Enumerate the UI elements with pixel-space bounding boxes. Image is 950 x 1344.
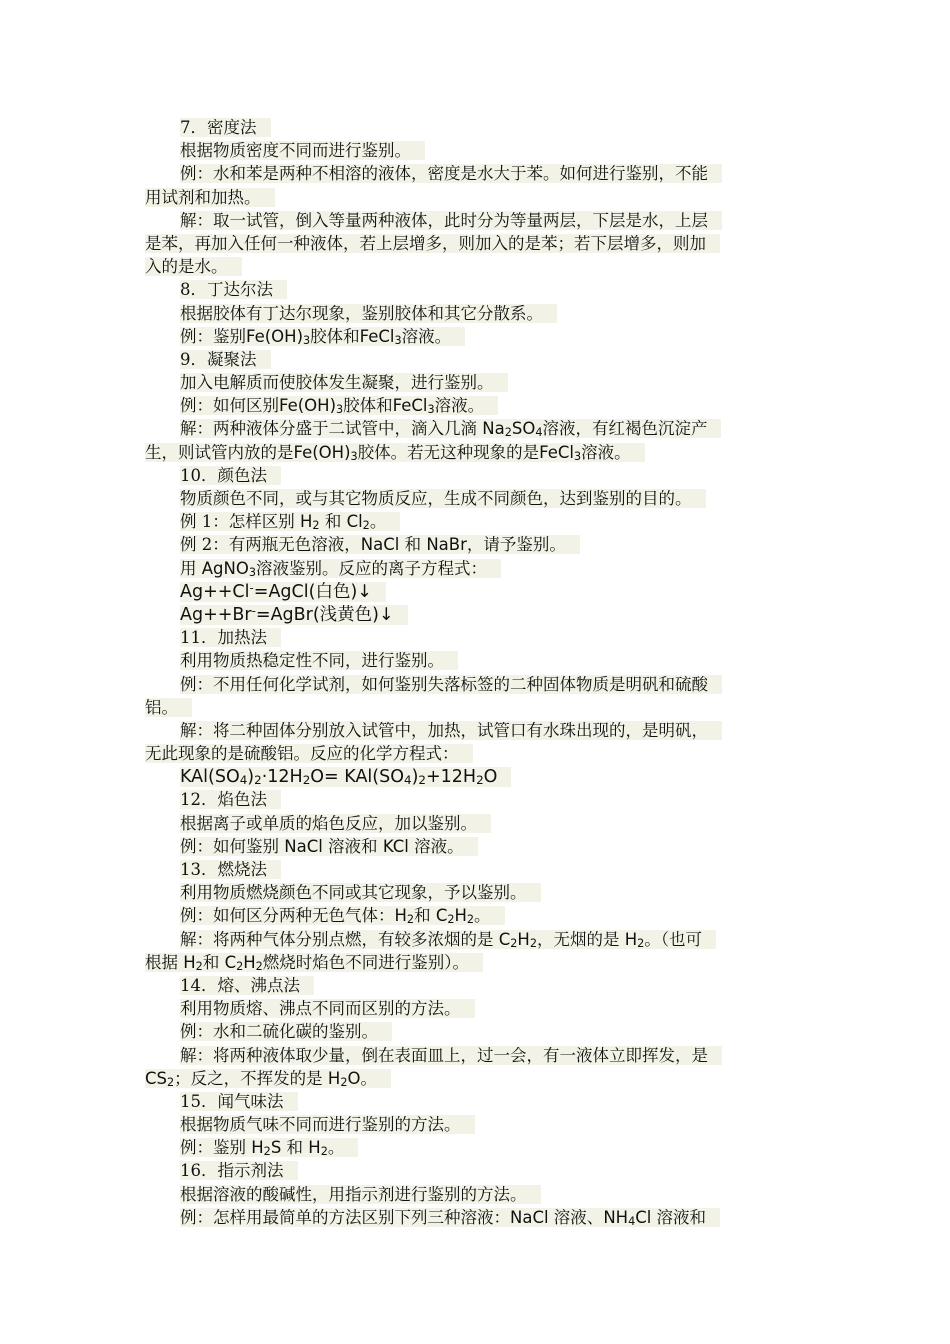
paragraph: 解：取一试管，倒入等量两种液体，此时分为等量两层，下层是水，上层 xyxy=(145,209,810,232)
paragraph: 根据溶液的酸碱性，用指示剂进行鉴别的方法。 xyxy=(145,1183,810,1206)
paragraph: 根据 $H_2$和 $C_2H_2$燃烧时焰色不同进行鉴别）。 xyxy=(145,951,810,974)
equation: Ag++Cl-=AgCl(白色)↓ xyxy=(145,580,810,603)
paragraph: 根据离子或单质的焰色反应，加以鉴别。 xyxy=(145,812,810,835)
paragraph: 例：鉴别 $H_2S$ 和 $H_2$。 xyxy=(145,1136,810,1159)
paragraph: 利用物质热稳定性不同，进行鉴别。 xyxy=(145,649,810,672)
equation: $KAl(SO_4)_2\cdot 12H_2O= KAl(SO_4)_2+12H_2O$ xyxy=(145,765,810,788)
paragraph: 入的是水。 xyxy=(145,255,810,278)
paragraph: 例：如何鉴别 NaCl 溶液和 KCl 溶液。 xyxy=(145,835,810,858)
section-heading: 10．颜色法 xyxy=(145,464,810,487)
paragraph: 例：如何区分两种无色气体：$H_2$和 $C_2H_2$。 xyxy=(145,904,810,927)
section-heading: 14．熔、沸点法 xyxy=(145,974,810,997)
section-heading: 7．密度法 xyxy=(145,116,810,139)
paragraph: 解：两种液体分盛于二试管中，滴入几滴 $Na_2SO_4$溶液，有红褐色沉淀产 xyxy=(145,417,810,440)
paragraph: 是苯，再加入任何一种液体，若上层增多，则加入的是苯；若下层增多，则加 xyxy=(145,232,810,255)
paragraph: 例：怎样用最简单的方法区别下列三种溶液：NaCl 溶液、$NH_4Cl$ 溶液和 xyxy=(145,1206,810,1229)
paragraph: $CS_2$；反之，不挥发的是 $H_2O$。 xyxy=(145,1067,810,1090)
document-page xyxy=(145,116,810,1229)
section-heading: 11．加热法 xyxy=(145,626,810,649)
paragraph: 物质颜色不同，或与其它物质反应，生成不同颜色，达到鉴别的目的。 xyxy=(145,487,810,510)
paragraph: 生，则试管内放的是$Fe(OH)_3$胶体。若无这种现象的是FeCl$_3$溶液。 xyxy=(145,441,810,464)
paragraph: 例：如何区别$Fe(OH)_3$胶体和FeCl$_3$溶液。 xyxy=(145,394,810,417)
paragraph: 根据物质气味不同而进行鉴别的方法。 xyxy=(145,1113,810,1136)
equation: Ag++Br-=AgBr(浅黄色)↓ xyxy=(145,603,810,626)
paragraph: 根据物质密度不同而进行鉴别。 xyxy=(145,139,810,162)
section-heading: 9．凝聚法 xyxy=(145,348,810,371)
paragraph: 例：鉴别$Fe(OH)_3$胶体和FeCl$_3$溶液。 xyxy=(145,325,810,348)
paragraph: 解：将二种固体分别放入试管中，加热，试管口有水珠出现的，是明矾， xyxy=(145,719,810,742)
paragraph: 用试剂和加热。 xyxy=(145,186,810,209)
section-heading: 13．燃烧法 xyxy=(145,858,810,881)
paragraph: 例 1：怎样区别 $H_2$ 和 $Cl_2$。 xyxy=(145,510,810,533)
paragraph: 例：不用任何化学试剂，如何鉴别失落标签的二种固体物质是明矾和硫酸 xyxy=(145,673,810,696)
paragraph: 例：水和苯是两种不相溶的液体，密度是水大于苯。如何进行鉴别，不能 xyxy=(145,162,810,185)
section-heading: 8．丁达尔法 xyxy=(145,278,810,301)
paragraph: 例 2：有两瓶无色溶液，NaCl 和 NaBr，请予鉴别。 xyxy=(145,533,810,556)
section-heading: 16．指示剂法 xyxy=(145,1159,810,1182)
paragraph: 解：将两种液体取少量，倒在表面皿上，过一会，有一液体立即挥发，是 xyxy=(145,1044,810,1067)
paragraph: 例：水和二硫化碳的鉴别。 xyxy=(145,1020,810,1043)
paragraph: 用 AgNO$_3$溶液鉴别。反应的离子方程式： xyxy=(145,557,810,580)
paragraph: 解：将两种气体分别点燃，有较多浓烟的是 $C_2H_2$，无烟的是 $H_2$。（也可 xyxy=(145,928,810,951)
paragraph: 铝。 xyxy=(145,696,810,719)
section-heading: 12．焰色法 xyxy=(145,788,810,811)
paragraph: 根据胶体有丁达尔现象，鉴别胶体和其它分散系。 xyxy=(145,302,810,325)
section-heading: 15．闻气味法 xyxy=(145,1090,810,1113)
paragraph: 利用物质熔、沸点不同而区别的方法。 xyxy=(145,997,810,1020)
paragraph: 加入电解质而使胶体发生凝聚，进行鉴别。 xyxy=(145,371,810,394)
paragraph: 无此现象的是硫酸铝。反应的化学方程式： xyxy=(145,742,810,765)
paragraph: 利用物质燃烧颜色不同或其它现象，予以鉴别。 xyxy=(145,881,810,904)
